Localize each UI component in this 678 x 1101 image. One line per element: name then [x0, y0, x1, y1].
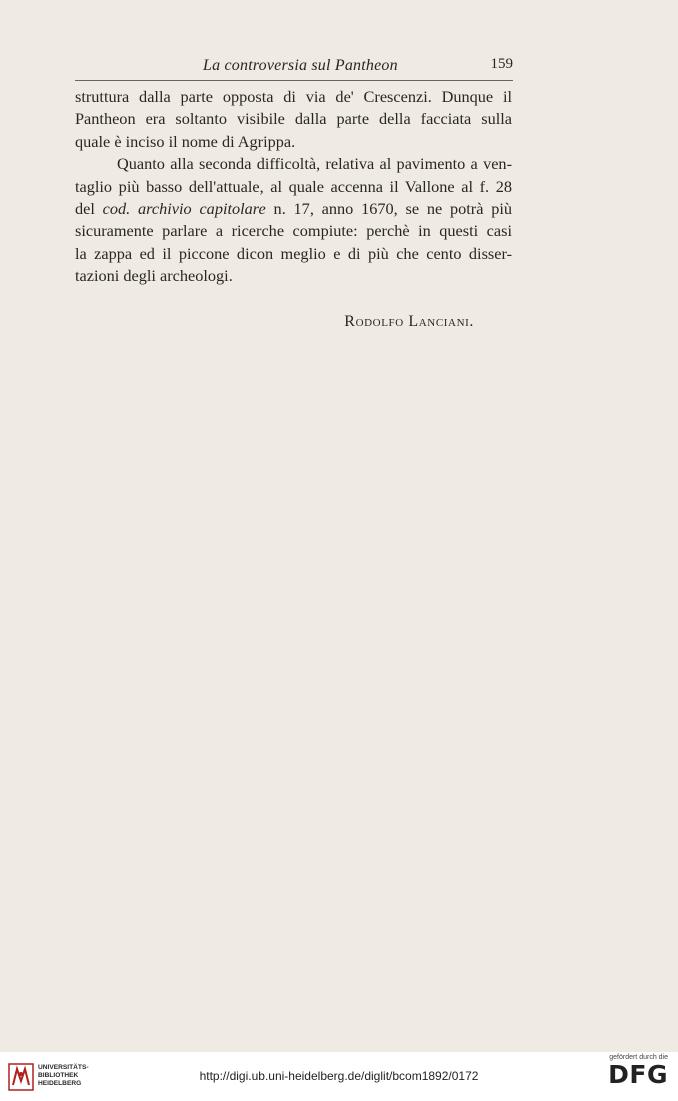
header-rule — [75, 80, 513, 81]
sponsor-caption: gefördert durch die — [609, 1054, 668, 1061]
text-line: sicuramente parlare a ricerche compiute: perchè in questi casi — [75, 221, 512, 241]
page-header — [75, 55, 513, 79]
text-line: taglio più basso dell'attuale, al quale accenna il Vallone al f. 28 — [75, 176, 512, 196]
text-line: la zappa ed il piccone dicon meglio e di più che cento disser- — [75, 243, 512, 263]
body-text — [75, 86, 512, 288]
text-line: tazioni degli archeologi. — [75, 266, 233, 286]
sponsor-name: DFG — [608, 1060, 668, 1089]
viewer-footer — [0, 1052, 678, 1101]
text-line: Pantheon era soltanto visibile dalla parte della facciata sulla — [75, 109, 512, 129]
text-line: quale è inciso il nome di Agrippa. — [75, 131, 296, 151]
digital-copy-url[interactable]: http://digi.ub.uni-heidelberg.de/diglit/bcom1892/0172 — [199, 1069, 479, 1083]
bleed-through-text — [75, 282, 515, 802]
author-signature: Rodolfo Lanciani. — [344, 313, 474, 330]
logo-line: BIBLIOTHEK — [38, 1072, 79, 1079]
paragraph — [75, 153, 512, 287]
dfg-logo[interactable] — [588, 1054, 668, 1098]
text-line: del cod. archivio capitolare n. 17, anno 1670, se ne potrà più — [75, 199, 512, 219]
paragraph — [75, 86, 512, 153]
text-line: Quanto alla seconda difficoltà, relativa al pavimento a ven- — [117, 154, 512, 174]
logo-line: HEIDELBERG — [38, 1080, 82, 1087]
running-title: La controversia sul Pantheon — [203, 57, 398, 74]
text-line: struttura dalla parte opposta di via de' Crescenzi. Dunque il — [75, 87, 512, 106]
cited-title: cod. archivio capitolare — [102, 199, 266, 219]
page-number: 159 — [490, 56, 513, 72]
logo-line: UNIVERSITÄTS- — [38, 1064, 89, 1071]
